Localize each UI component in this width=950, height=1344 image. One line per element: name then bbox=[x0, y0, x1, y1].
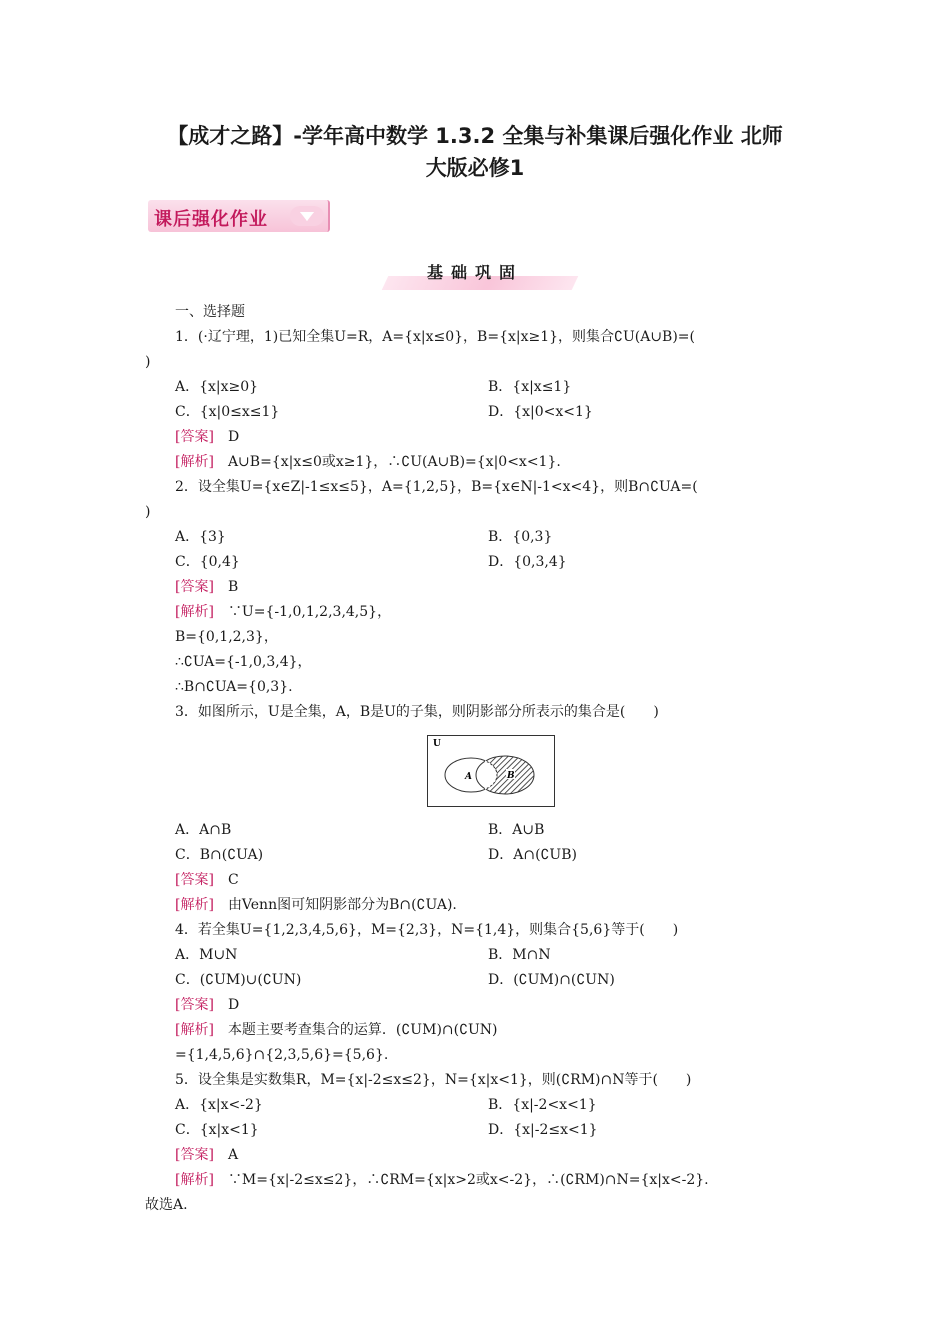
q3-option-a: A．A∩B bbox=[175, 822, 232, 838]
q4-option-a: A．M∪N bbox=[175, 947, 238, 963]
q5-analysis bbox=[175, 1170, 709, 1190]
section-banner bbox=[148, 200, 330, 232]
title-line-2: 大版必修1 bbox=[425, 156, 525, 180]
q4-analysis bbox=[175, 1020, 498, 1040]
analysis-tag: [解析] bbox=[175, 604, 214, 620]
answer-value: B bbox=[227, 579, 239, 595]
q1-option-c: C．{x|0≤x≤1} bbox=[175, 404, 280, 420]
q1-analysis bbox=[175, 452, 561, 472]
analysis-tag: [解析] bbox=[175, 897, 214, 913]
q4-stem: 4．若全集U={1,2,3,4,5,6}，M={2,3}，N={1,4}，则集合{5,6}等于( ) bbox=[175, 922, 679, 938]
q5-answer bbox=[175, 1145, 238, 1165]
q1-answer bbox=[175, 427, 239, 447]
answer-value: C bbox=[227, 872, 239, 888]
q1-stem-end: ) bbox=[145, 354, 151, 370]
q2-answer bbox=[175, 577, 238, 597]
q3-answer bbox=[175, 870, 239, 890]
q1-stem: 1．(·辽宁理，1)已知全集U=R，A={x|x≤0}，B={x|x≥1}，则集合∁U(A∪B)=( bbox=[175, 329, 695, 345]
answer-value: D bbox=[227, 429, 240, 445]
document-title bbox=[110, 120, 840, 184]
q3-analysis bbox=[175, 895, 457, 915]
section-heading-label: 基础巩固 bbox=[427, 263, 524, 282]
q5-option-b: B．{x|-2<x<1} bbox=[488, 1097, 597, 1113]
q2-option-c: C．{0,4} bbox=[175, 554, 240, 570]
analysis-text: ∵U={-1,0,1,2,3,4,5}， bbox=[227, 604, 392, 620]
part-heading: 一、选择题 bbox=[175, 304, 245, 320]
analysis-text: ∵M={x|-2≤x≤2}，∴∁RM={x|x>2或x<-2}，∴(∁RM)∩N={x|x<-2}. bbox=[227, 1172, 709, 1188]
analysis-tag: [解析] bbox=[175, 454, 214, 470]
q2-option-d: D．{0,3,4} bbox=[488, 554, 567, 570]
q5-stem: 5．设全集是实数集R，M={x|-2≤x≤2}，N={x|x<1}，则(∁RM)∩N等于( ) bbox=[175, 1072, 692, 1088]
q1-option-b: B．{x|x≤1} bbox=[488, 379, 572, 395]
banner-label: 课后强化作业 bbox=[154, 209, 268, 230]
b-label: B bbox=[507, 771, 515, 781]
q4-option-d: D．(∁UM)∩(∁UN) bbox=[488, 972, 615, 988]
q2-analysis-line-2: B={0,1,2,3}， bbox=[175, 629, 278, 645]
q1-option-d: D．{x|0<x<1} bbox=[488, 404, 593, 420]
answer-tag: [答案] bbox=[175, 872, 214, 888]
answer-tag: [答案] bbox=[175, 997, 214, 1013]
q3-option-b: B．A∪B bbox=[488, 822, 545, 838]
analysis-tag: [解析] bbox=[175, 1172, 214, 1188]
answer-value: D bbox=[227, 997, 240, 1013]
answer-tag: [答案] bbox=[175, 429, 214, 445]
q3-option-c: C．B∩(∁UA) bbox=[175, 847, 264, 863]
q3-stem: 3．如图所示，U是全集，A，B是U的子集，则阴影部分所表示的集合是( ) bbox=[175, 704, 659, 720]
q5-option-d: D．{x|-2≤x<1} bbox=[488, 1122, 598, 1138]
q2-analysis-line-4: ∴B∩∁UA={0,3}. bbox=[175, 679, 293, 695]
title-line-1: 【成才之路】-学年高中数学 1.3.2 全集与补集课后强化作业 北师 bbox=[167, 124, 783, 148]
analysis-text: 本题主要考查集合的运算．(∁UM)∩(∁UN) bbox=[227, 1022, 498, 1038]
diamond-icon bbox=[290, 206, 324, 226]
q5-option-a: A．{x|x<-2} bbox=[175, 1097, 263, 1113]
q1-option-a: A．{x|x≥0} bbox=[175, 379, 259, 395]
q4-option-c: C．(∁UM)∪(∁UN) bbox=[175, 972, 302, 988]
analysis-text: 由Venn图可知阴影部分为B∩(∁UA). bbox=[227, 897, 457, 913]
answer-tag: [答案] bbox=[175, 1147, 214, 1163]
analysis-tag: [解析] bbox=[175, 1022, 214, 1038]
q5-option-c: C．{x|x<1} bbox=[175, 1122, 259, 1138]
a-label: A bbox=[465, 772, 472, 782]
q2-analysis bbox=[175, 602, 391, 622]
q2-stem-end: ) bbox=[145, 504, 151, 520]
venn-diagram bbox=[427, 735, 555, 807]
section-heading bbox=[385, 258, 575, 292]
q4-analysis-line-2: ={1,4,5,6}∩{2,3,5,6}={5,6}. bbox=[175, 1047, 389, 1063]
q2-option-a: A．{3} bbox=[175, 529, 226, 545]
q2-stem: 2．设全集U={x∈Z|-1≤x≤5}，A={1,2,5}，B={x∈N|-1<x<4}，则B∩∁UA=( bbox=[175, 479, 698, 495]
q4-answer bbox=[175, 995, 239, 1015]
q5-analysis-line-2: 故选A. bbox=[145, 1197, 188, 1213]
q4-option-b: B．M∩N bbox=[488, 947, 551, 963]
q2-analysis-line-3: ∴∁UA={-1,0,3,4}， bbox=[175, 654, 312, 670]
answer-value: A bbox=[227, 1147, 239, 1163]
u-label: U bbox=[433, 739, 441, 749]
q2-option-b: B．{0,3} bbox=[488, 529, 553, 545]
analysis-text: A∪B={x|x≤0或x≥1}，∴∁U(A∪B)={x|0<x<1}. bbox=[227, 454, 561, 470]
q3-option-d: D．A∩(∁UB) bbox=[488, 847, 577, 863]
answer-tag: [答案] bbox=[175, 579, 214, 595]
